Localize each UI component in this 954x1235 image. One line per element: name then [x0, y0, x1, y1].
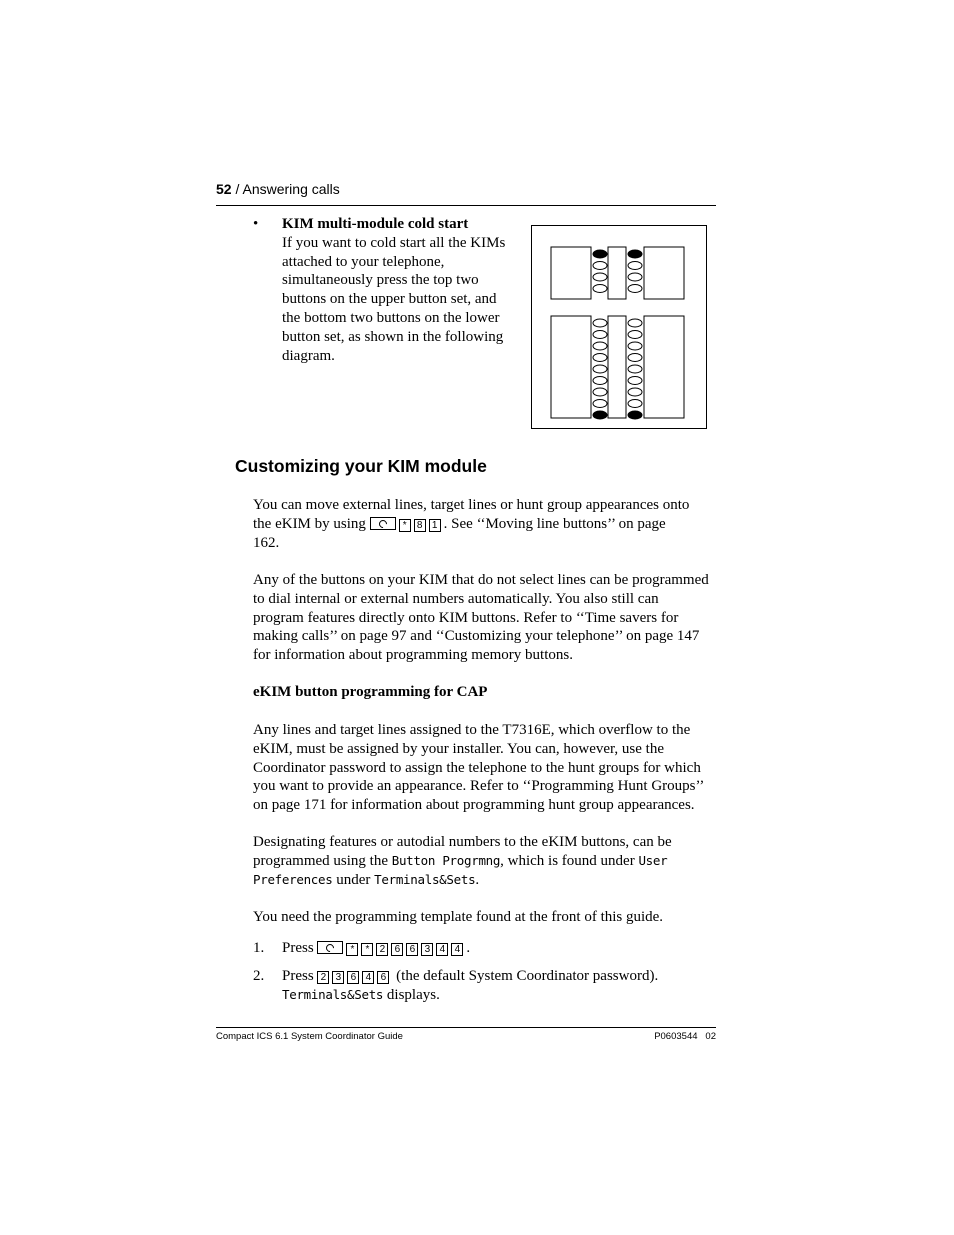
key-4: 4: [436, 943, 448, 956]
kim-button-icon: [593, 365, 607, 373]
key-8: 8: [414, 519, 426, 532]
paragraph-move-lines: [253, 496, 723, 552]
kim-button-icon: [628, 319, 642, 327]
footer-right: P0603544 02: [654, 1031, 716, 1042]
step-text: .: [466, 940, 471, 956]
paragraph-text: .: [475, 871, 480, 888]
paragraph-line: [253, 515, 723, 534]
step-text: (the default System Coordinator password).: [396, 968, 659, 984]
paragraph-text: the eKIM by using: [253, 515, 370, 532]
paragraph-line: [253, 852, 723, 871]
step-text: Press: [282, 940, 318, 956]
paragraph-line: for information about programming memory buttons.: [253, 647, 573, 664]
key-6: 6: [347, 971, 359, 984]
step-text: Press: [282, 968, 318, 984]
key-star: *: [361, 943, 373, 956]
display-text-terminals-sets: Terminals&Sets: [282, 986, 384, 1002]
kim-button-icon: [628, 365, 642, 373]
paragraph-line: You can move external lines, target lines or hunt group appearances onto: [253, 497, 690, 513]
key-1: 1: [429, 519, 441, 532]
display-text-preferences: Preferences: [253, 871, 333, 887]
paragraph-line: Designating features or autodial numbers to the eKIM buttons, can be: [253, 834, 672, 850]
key-2: 2: [317, 971, 329, 984]
step-number: 1.: [253, 940, 265, 956]
section-heading: Customizing your KIM module: [235, 456, 487, 476]
kim-button-icon: [628, 331, 642, 339]
paragraph-line: 162.: [253, 534, 280, 551]
kim-button-icon: [628, 273, 642, 281]
kim-button-icon: [593, 331, 607, 339]
paragraph-line: on page 171 for information about programming hunt group appearances.: [253, 797, 695, 814]
bullet-line: the bottom two buttons on the lower: [282, 309, 500, 326]
paragraph-line: to dial internal or external numbers automatically. You also still can: [253, 590, 659, 607]
kim-button-icon: [593, 400, 607, 408]
key-3: 3: [332, 971, 344, 984]
subheading: eKIM button programming for CAP: [253, 684, 488, 700]
bullet-line: buttons on the upper button set, and: [282, 291, 497, 308]
paragraph-line: Any of the buttons on your KIM that do not select lines can be programmed: [253, 572, 709, 588]
paragraph-text: . See ‘‘Moving line buttons’’ on page: [443, 515, 666, 532]
kim-button-icon: [628, 377, 642, 385]
paragraph-line: eKIM, must be assigned by your installer. You can, however, use the: [253, 740, 664, 757]
kim-button-icon: [628, 388, 642, 396]
kim-button-icon: [628, 285, 642, 293]
key-3: 3: [421, 943, 433, 956]
header-separator: /: [231, 181, 243, 197]
paragraph-template: You need the programming template found at the front of this guide.: [253, 909, 664, 925]
step-text: displays.: [383, 986, 440, 1003]
bullet-line: diagram.: [282, 347, 335, 364]
display-text-terminals-sets: Terminals&Sets: [374, 871, 476, 887]
kim-button-icon: [628, 354, 642, 362]
key-4: 4: [362, 971, 374, 984]
paragraph-program-buttons: [253, 571, 723, 665]
paragraph-cap-lines: [253, 721, 723, 815]
kim-button-icon: [593, 377, 607, 385]
kim-button-icon: [628, 342, 642, 350]
feature-key-icon: [317, 941, 343, 954]
running-header: [216, 180, 340, 198]
bullet-line: simultaneously press the top two: [282, 272, 479, 289]
footer-rule: [216, 1027, 716, 1028]
header-rule: [216, 205, 716, 206]
paragraph-line: program features directly onto KIM buttons. Refer to ‘‘Time savers for: [253, 609, 679, 626]
key-4: 4: [451, 943, 463, 956]
key-6: 6: [377, 971, 389, 984]
key-6: 6: [406, 943, 418, 956]
pressed-button-icon: [628, 411, 642, 419]
feature-key-icon: [370, 517, 396, 530]
pressed-button-icon: [593, 250, 607, 258]
paragraph-line: Coordinator password to assign the telephone to the hunt groups for which: [253, 759, 701, 776]
display-text-button-progrmng: Button Progrmng: [391, 852, 501, 868]
paragraph-text: , which is found under: [500, 852, 639, 869]
header-section: Answering calls: [242, 181, 340, 197]
bullet-title: KIM multi-module cold start: [282, 216, 469, 232]
kim-cold-start-diagram: [531, 225, 707, 429]
bullet-line: If you want to cold start all the KIMs: [282, 234, 506, 251]
kim-button-icon: [593, 319, 607, 327]
paragraph-text: under: [332, 871, 375, 888]
kim-button-icon: [593, 388, 607, 396]
kim-button-icon: [593, 342, 607, 350]
kim-button-icon: [628, 400, 642, 408]
paragraph-line: making calls’’ on page 97 and ‘‘Customizing your telephone’’ on page 147: [253, 628, 700, 645]
paragraph-line: Any lines and target lines assigned to the T7316E, which overflow to the: [253, 722, 691, 738]
paragraph-designating-features: [253, 833, 723, 889]
bullet-line: attached to your telephone,: [282, 253, 445, 270]
kim-button-icon: [593, 285, 607, 293]
kim-button-icon: [593, 273, 607, 281]
key-6: 6: [391, 943, 403, 956]
kim-button-icon: [593, 262, 607, 270]
bullet-symbol: •: [253, 216, 259, 232]
footer-left: Compact ICS 6.1 System Coordinator Guide: [216, 1031, 403, 1042]
display-text-user: User: [638, 852, 668, 868]
step-1: [282, 939, 470, 958]
lower-button-set: [551, 316, 684, 419]
pressed-button-icon: [628, 250, 642, 258]
bullet-line: button set, as shown in the following: [282, 328, 504, 345]
page-number: 52: [216, 181, 232, 197]
paragraph-text: programmed using the: [253, 852, 392, 869]
kim-button-icon: [628, 262, 642, 270]
kim-button-icon: [593, 354, 607, 362]
step-2: [282, 967, 658, 1005]
key-star: *: [399, 519, 411, 532]
paragraph-line: you want to provide an appearance. Refer to ‘‘Programming Hunt Groups’’: [253, 778, 705, 795]
paragraph-line: [253, 871, 723, 890]
pressed-button-icon: [593, 411, 607, 419]
upper-button-set: [551, 247, 684, 299]
key-star: *: [346, 943, 358, 956]
key-2: 2: [376, 943, 388, 956]
bullet-block: [282, 215, 527, 365]
step-number: 2.: [253, 968, 265, 984]
